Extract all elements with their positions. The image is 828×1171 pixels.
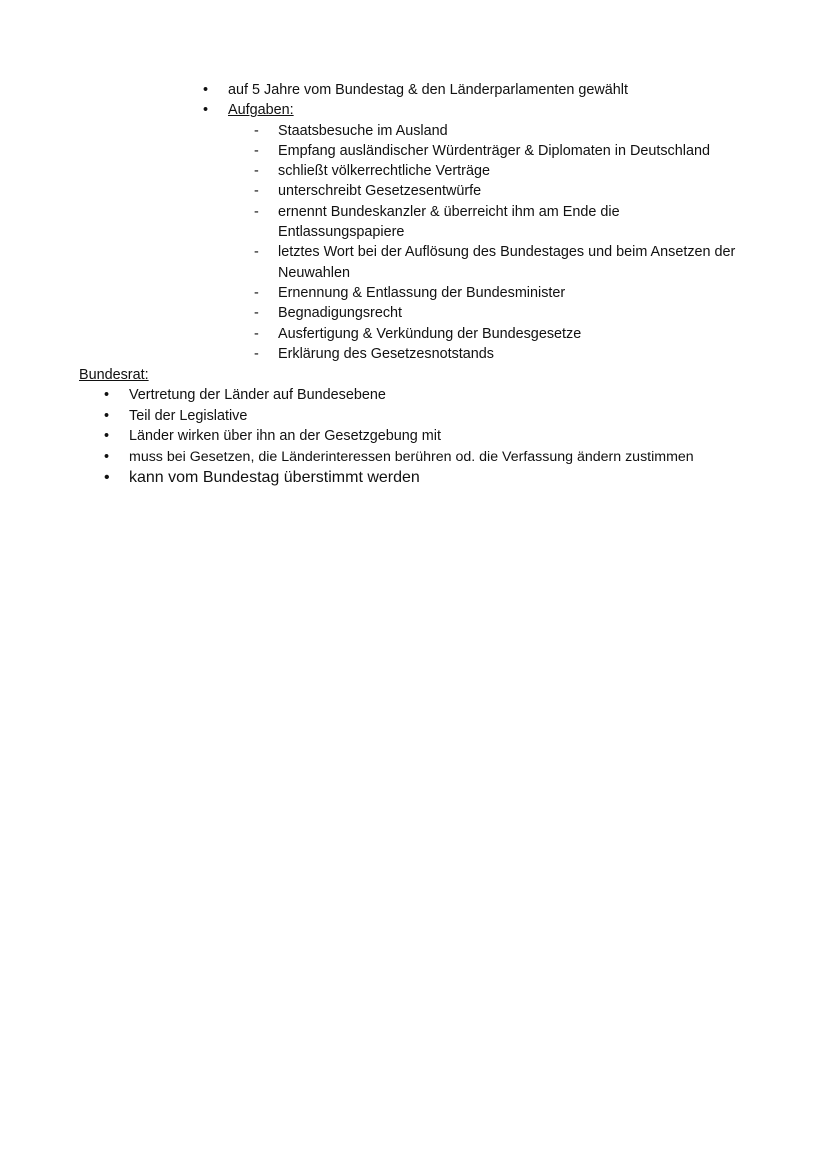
bullet-icon: • <box>104 387 110 403</box>
dash-icon: - <box>254 183 259 200</box>
bullet-icon: • <box>104 407 110 424</box>
list-item <box>104 406 804 427</box>
list-item <box>104 426 804 447</box>
list-item <box>254 344 803 364</box>
list-item <box>254 324 803 344</box>
list-item <box>254 242 778 283</box>
list-item <box>254 121 803 141</box>
list-item-text: ernennt Bundeskanzler & überreicht ihm am Ende die Entlassungspapiere <box>278 203 620 241</box>
list-item <box>104 467 804 489</box>
list-item <box>254 202 658 243</box>
dash-icon: - <box>254 122 259 139</box>
list-item-text: Empfang ausländischer Würdenträger & Diplomaten in Deutschland <box>278 142 710 159</box>
list-item-text: muss bei Gesetzen, die Länderinteressen berühren od. die Verfassung ändern zustimmen <box>129 448 694 465</box>
bullet-icon: • <box>104 469 110 486</box>
list-item-text: kann vom Bundestag überstimmt werden <box>129 469 420 486</box>
aufgaben-heading: Aufgaben: <box>228 102 294 119</box>
dash-icon: - <box>254 142 259 159</box>
list-item-text: Ausfertigung & Verkündung der Bundesgesetze <box>278 325 582 342</box>
list-item <box>254 161 803 181</box>
dash-icon: - <box>254 244 259 261</box>
dash-icon: - <box>254 345 259 362</box>
list-item-text: schließt völkerrechtliche Verträge <box>278 163 490 180</box>
list-item <box>254 283 803 303</box>
list-item <box>203 100 803 364</box>
list-item-text: auf 5 Jahre vom Bundestag & den Länderparlamenten gewählt <box>228 82 629 98</box>
bullet-icon: • <box>203 102 209 119</box>
dash-icon: - <box>254 203 259 220</box>
list-item-text: Erklärung des Gesetzesnotstands <box>278 345 494 362</box>
list-item <box>104 385 804 406</box>
list-item-text: Staatsbesuche im Ausland <box>278 122 448 139</box>
dash-icon: - <box>254 284 259 301</box>
bundespraesident-list <box>203 80 803 364</box>
list-item <box>104 447 804 468</box>
list-item-text: Teil der Legislative <box>129 407 248 424</box>
list-item-text: unterschreibt Gesetzesentwürfe <box>278 183 482 200</box>
aufgaben-list <box>254 121 803 365</box>
list-item <box>254 303 803 323</box>
list-item <box>254 141 803 161</box>
bullet-icon: • <box>203 82 209 98</box>
list-item-text: Länder wirken über ihn an der Gesetzgebung mit <box>129 428 441 444</box>
list-item-text: letztes Wort bei der Auflösung des Bundestages und beim Ansetzen der Neuwahlen <box>278 244 736 281</box>
list-item <box>254 181 803 201</box>
list-item-text: Ernennung & Entlassung der Bundesminister <box>278 284 566 301</box>
bullet-icon: • <box>104 428 110 444</box>
list-item <box>203 80 803 100</box>
dash-icon: - <box>254 325 259 342</box>
bundesrat-list <box>104 385 804 489</box>
dash-icon: - <box>254 305 259 322</box>
list-item-text: Begnadigungsrecht <box>278 305 403 322</box>
bundesrat-heading: Bundesrat: <box>79 367 149 383</box>
list-item-text: Vertretung der Länder auf Bundesebene <box>129 387 386 403</box>
dash-icon: - <box>254 163 259 180</box>
bullet-icon: • <box>104 448 110 465</box>
